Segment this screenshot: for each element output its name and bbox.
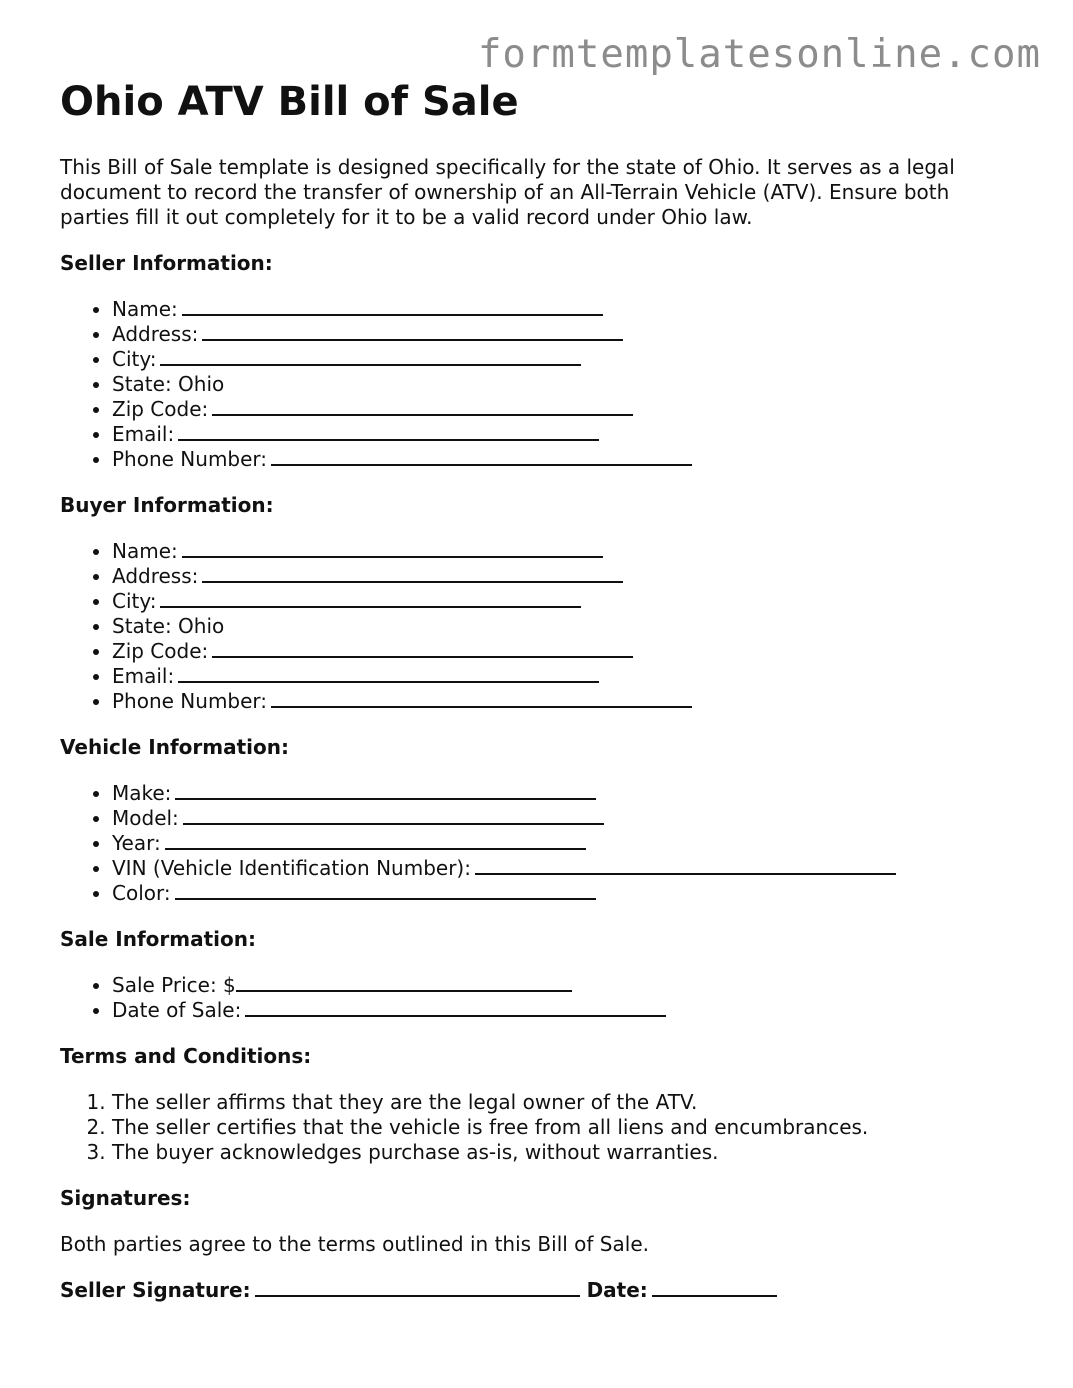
buyer-zip-blank[interactable]	[212, 639, 633, 658]
terms-list	[60, 1090, 868, 1165]
seller-name-blank[interactable]	[182, 297, 603, 316]
seller-state-item	[112, 372, 692, 397]
buyer-city-blank[interactable]	[160, 589, 581, 608]
page-title: Ohio ATV Bill of Sale	[60, 79, 519, 125]
terms-item: 2. The seller certifies that the vehicle is free from all liens and encumbrances.	[112, 1115, 868, 1140]
signatures-heading: Signatures:	[60, 1186, 191, 1210]
vehicle-vin-label: VIN (Vehicle Identification Number):	[112, 856, 471, 880]
seller-city-label: City:	[112, 347, 157, 371]
vehicle-model-blank[interactable]	[183, 806, 604, 825]
vehicle-vin-item	[112, 856, 896, 881]
vehicle-year-blank[interactable]	[165, 831, 586, 850]
seller-zip-item	[112, 397, 692, 422]
seller-name-item	[112, 297, 692, 322]
buyer-phone-label: Phone Number:	[112, 689, 268, 713]
seller-email-blank[interactable]	[178, 422, 599, 441]
signature-row	[60, 1278, 777, 1303]
buyer-phone-blank[interactable]	[271, 689, 692, 708]
vehicle-color-label: Color:	[112, 881, 171, 905]
buyer-email-label: Email:	[112, 664, 175, 688]
buyer-zip-label: Zip Code:	[112, 639, 209, 663]
buyer-name-label: Name:	[112, 539, 178, 563]
seller-phone-label: Phone Number:	[112, 447, 268, 471]
intro-paragraph: This Bill of Sale template is designed specifically for the state of Ohio. It serves as a legal document to record the transfer of ownership of an All-Terrain Vehicle (ATV). Ensure both parties fill it out completely for it to be a valid record under Ohio law.	[60, 155, 955, 229]
buyer-phone-item	[112, 689, 692, 714]
seller-signature-label: Seller Signature:	[60, 1278, 251, 1302]
seller-name-label: Name:	[112, 297, 178, 321]
seller-signature-blank[interactable]	[255, 1278, 580, 1297]
seller-address-label: Address:	[112, 322, 199, 346]
buyer-city-label: City:	[112, 589, 157, 613]
sale-price-blank[interactable]	[236, 973, 572, 992]
vehicle-color-item	[112, 881, 896, 906]
vehicle-year-label: Year:	[112, 831, 161, 855]
buyer-address-blank[interactable]	[202, 564, 623, 583]
seller-email-label: Email:	[112, 422, 175, 446]
vehicle-model-label: Model:	[112, 806, 179, 830]
vehicle-color-blank[interactable]	[175, 881, 596, 900]
vehicle-make-item	[112, 781, 896, 806]
sale-date-blank[interactable]	[245, 998, 666, 1017]
buyer-email-blank[interactable]	[178, 664, 599, 683]
seller-city-item	[112, 347, 692, 372]
buyer-name-blank[interactable]	[182, 539, 603, 558]
vehicle-heading: Vehicle Information:	[60, 735, 289, 759]
watermark: formtemplatesonline.com	[477, 32, 1041, 77]
sale-price-label: Sale Price: $	[112, 973, 236, 997]
seller-heading: Seller Information:	[60, 251, 273, 275]
sale-price-item	[112, 973, 666, 998]
buyer-email-item	[112, 664, 692, 689]
terms-item: 3. The buyer acknowledges purchase as-is, without warranties.	[112, 1140, 868, 1165]
seller-city-blank[interactable]	[160, 347, 581, 366]
sale-list	[60, 973, 666, 1023]
sale-date-label: Date of Sale:	[112, 998, 242, 1022]
vehicle-vin-blank[interactable]	[475, 856, 896, 875]
buyer-list	[60, 539, 692, 714]
buyer-heading: Buyer Information:	[60, 493, 274, 517]
seller-email-item	[112, 422, 692, 447]
seller-phone-item	[112, 447, 692, 472]
terms-heading: Terms and Conditions:	[60, 1044, 312, 1068]
buyer-state-label: State: Ohio	[112, 614, 225, 638]
sale-date-item	[112, 998, 666, 1023]
vehicle-model-item	[112, 806, 896, 831]
vehicle-make-blank[interactable]	[175, 781, 596, 800]
buyer-name-item	[112, 539, 692, 564]
signature-date-label: Date:	[586, 1278, 648, 1302]
agreement-text: Both parties agree to the terms outlined in this Bill of Sale.	[60, 1232, 649, 1256]
seller-address-blank[interactable]	[202, 322, 623, 341]
seller-phone-blank[interactable]	[271, 447, 692, 466]
buyer-city-item	[112, 589, 692, 614]
vehicle-make-label: Make:	[112, 781, 172, 805]
vehicle-year-item	[112, 831, 896, 856]
seller-zip-label: Zip Code:	[112, 397, 209, 421]
terms-item: 1. The seller affirms that they are the legal owner of the ATV.	[112, 1090, 868, 1115]
seller-state-label: State: Ohio	[112, 372, 225, 396]
vehicle-list	[60, 781, 896, 906]
buyer-state-item	[112, 614, 692, 639]
seller-address-item	[112, 322, 692, 347]
buyer-address-item	[112, 564, 692, 589]
signature-date-blank[interactable]	[652, 1278, 777, 1297]
buyer-zip-item	[112, 639, 692, 664]
sale-heading: Sale Information:	[60, 927, 256, 951]
seller-zip-blank[interactable]	[212, 397, 633, 416]
buyer-address-label: Address:	[112, 564, 199, 588]
seller-list	[60, 297, 692, 472]
